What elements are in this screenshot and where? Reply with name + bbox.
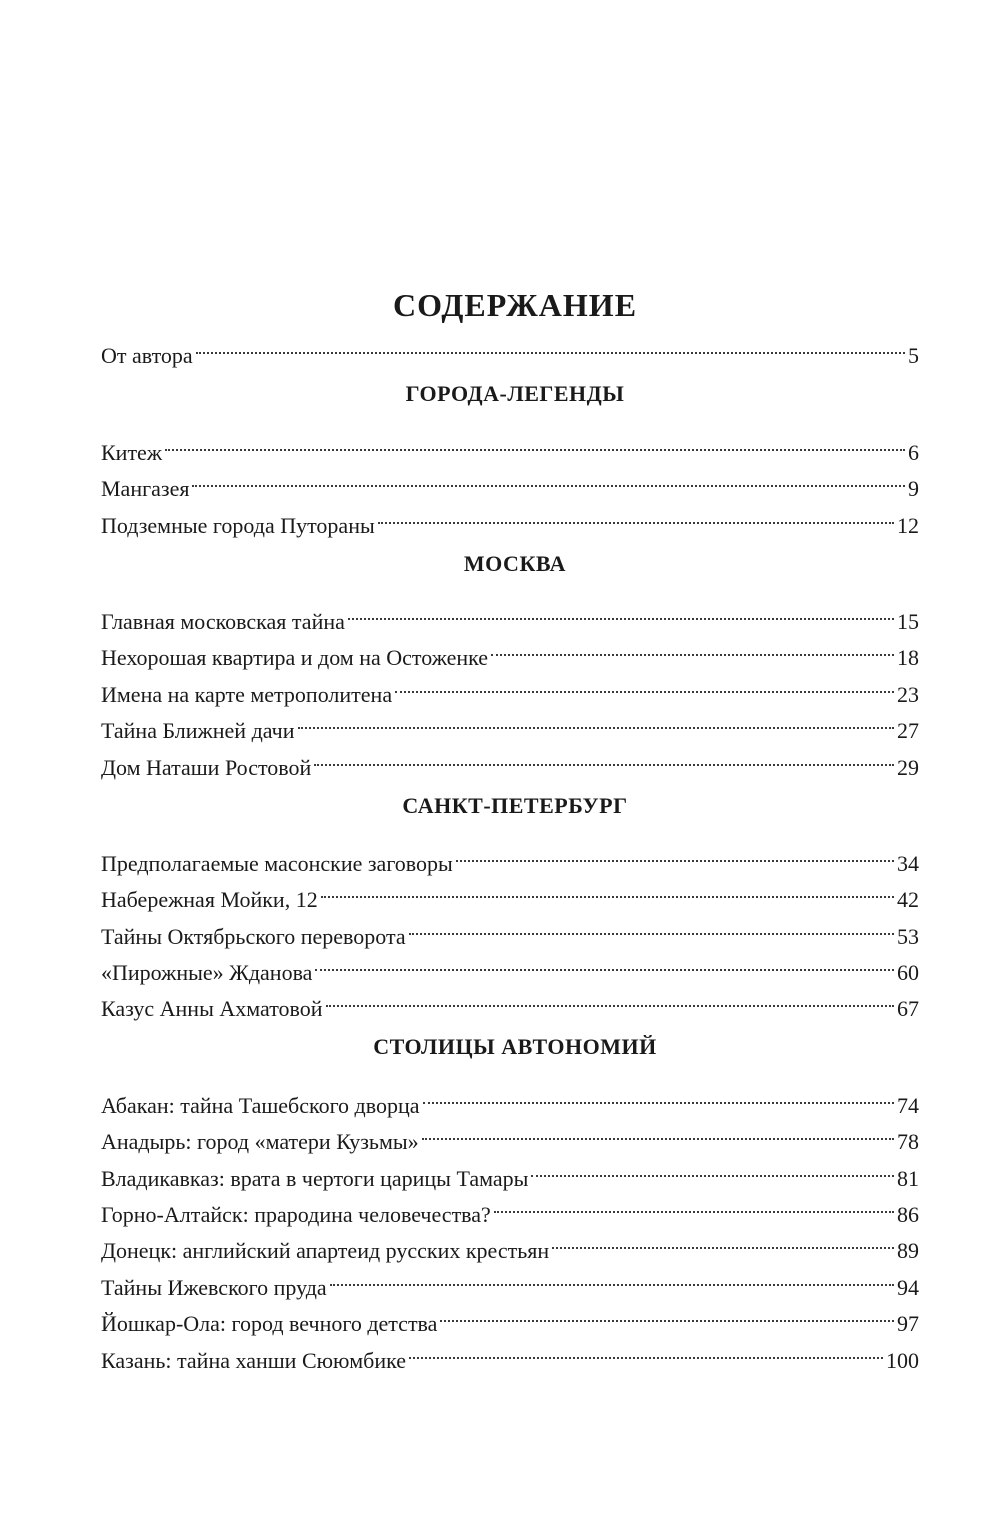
- toc-entry-page: 97: [897, 1311, 919, 1337]
- toc-entry-title: Подземные города Путораны: [101, 512, 375, 538]
- toc-entry-title: Горно-Алтайск: прародина человечества?: [101, 1202, 491, 1228]
- toc-entry[interactable]: [101, 327, 919, 369]
- dot-leader: [165, 423, 905, 459]
- toc-entry[interactable]: [101, 423, 919, 465]
- toc-entry[interactable]: [101, 835, 919, 876]
- toc-entry-title: Владикавказ: врата в чертоги царицы Тамары: [101, 1165, 529, 1191]
- toc-entry[interactable]: [101, 593, 919, 634]
- toc-entry-page: 34: [897, 850, 919, 876]
- dot-leader: [409, 1331, 883, 1367]
- toc-entry-page: 29: [897, 754, 919, 780]
- toc-entry-title: Мангазея: [101, 476, 190, 502]
- toc-entry-title: Предполагаемые масонские заговоры: [101, 850, 453, 876]
- dot-leader: [422, 1113, 894, 1149]
- dot-leader: [552, 1222, 894, 1258]
- toc-entry-page: 27: [897, 718, 919, 744]
- toc-entry-title: Тайна Ближней дачи: [101, 718, 295, 744]
- toc-entry-page: 67: [897, 996, 919, 1022]
- toc-entry-title: Анадырь: город «матери Кузьмы»: [101, 1129, 419, 1155]
- toc-section: [101, 377, 919, 538]
- toc-entry-page: 23: [897, 681, 919, 707]
- toc-entry-title: Дом Наташи Ростовой: [101, 754, 312, 780]
- toc-entry-page: 81: [897, 1165, 919, 1191]
- toc-entry-page: 74: [897, 1092, 919, 1118]
- toc-entry-title: Казус Анны Ахматовой: [101, 996, 323, 1022]
- dot-leader: [491, 629, 894, 665]
- dot-leader: [456, 835, 894, 871]
- dot-leader: [531, 1149, 894, 1185]
- toc-entry[interactable]: [101, 1076, 919, 1118]
- toc-entry-page: 86: [897, 1202, 919, 1228]
- dot-leader: [395, 665, 894, 701]
- toc-section: [101, 789, 919, 1022]
- toc-entry[interactable]: [101, 460, 919, 502]
- dot-leader: [196, 327, 905, 363]
- table-of-contents: [101, 283, 919, 1373]
- toc-section: [101, 547, 919, 780]
- toc-section: [101, 1030, 919, 1373]
- section-heading: ГОРОДА-ЛЕГЕНДЫ: [405, 381, 625, 407]
- toc-entry-page: 100: [886, 1347, 919, 1373]
- dot-leader: [315, 944, 894, 980]
- toc-entry-title: Йошкар-Ола: город вечного детства: [101, 1311, 438, 1337]
- dot-leader: [409, 907, 894, 943]
- toc-entry-page: 15: [897, 608, 919, 634]
- toc-entry-page: 5: [908, 343, 919, 369]
- section-heading: МОСКВА: [463, 550, 567, 576]
- toc-entry-page: 60: [897, 960, 919, 986]
- dot-leader: [326, 980, 894, 1016]
- toc-entry-title: От автора: [101, 343, 193, 369]
- dot-leader: [321, 871, 894, 907]
- section-heading: СТОЛИЦЫ АВТОНОМИЙ: [373, 1034, 657, 1060]
- toc-entry-page: 53: [897, 923, 919, 949]
- toc-entry-title: Тайны Ижевского пруда: [101, 1274, 327, 1300]
- toc-entry-page: 18: [897, 645, 919, 671]
- toc-entry-title: Имена на карте метрополитена: [101, 681, 393, 707]
- toc-entry-title: Донецк: английский апартеид русских крестьян: [101, 1238, 550, 1264]
- toc-entry[interactable]: [101, 496, 919, 538]
- toc-entry-page: 42: [897, 887, 919, 913]
- dot-leader: [330, 1258, 894, 1294]
- toc-entry-page: 78: [897, 1129, 919, 1155]
- dot-leader: [423, 1076, 894, 1112]
- toc-entry-title: Абакан: тайна Ташебского дворца: [101, 1092, 420, 1118]
- toc-entry-title: Главная московская тайна: [101, 608, 345, 634]
- toc-entry-page: 94: [897, 1274, 919, 1300]
- toc-entry-title: «Пирожные» Жданова: [101, 960, 313, 986]
- toc-entry-page: 6: [908, 439, 919, 465]
- toc-entry-page: 89: [897, 1238, 919, 1264]
- dot-leader: [494, 1186, 894, 1222]
- toc-entry-page: 9: [908, 476, 919, 502]
- toc-entry-title: Казань: тайна ханши Сююмбике: [101, 1347, 406, 1373]
- toc-entry-page: 12: [897, 512, 919, 538]
- dot-leader: [314, 738, 894, 774]
- toc-entry-title: Набережная Мойки, 12: [101, 887, 318, 913]
- toc-entry-title: Тайны Октябрьского переворота: [101, 923, 406, 949]
- toc-entry-title: Китеж: [101, 439, 163, 465]
- toc-title: СОДЕРЖАНИЕ: [392, 287, 638, 323]
- toc-sections: [101, 377, 919, 1373]
- dot-leader: [348, 593, 894, 629]
- dot-leader: [192, 460, 905, 496]
- toc-entry-title: Нехорошая квартира и дом на Остоженке: [101, 645, 489, 671]
- section-heading: САНКТ-ПЕТЕРБУРГ: [402, 792, 628, 818]
- dot-leader: [378, 496, 894, 532]
- dot-leader: [298, 702, 895, 738]
- dot-leader: [440, 1295, 894, 1331]
